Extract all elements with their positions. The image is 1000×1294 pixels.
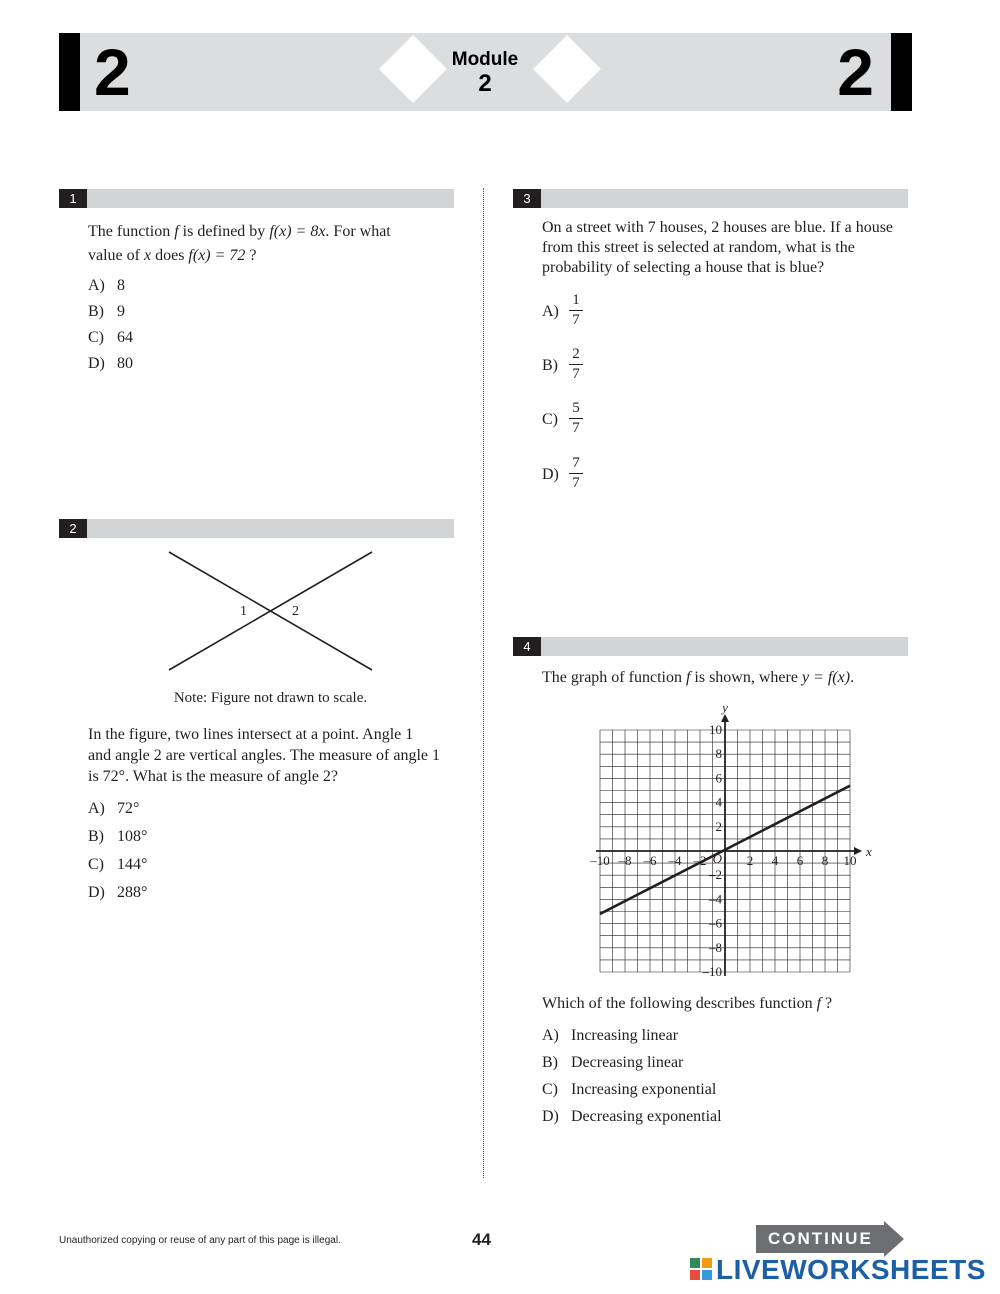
q4-prompt-text: ? [821,995,833,1012]
function-graph [580,696,872,982]
choice-text: 64 [117,329,133,346]
q4-prompt-f: f [816,995,822,1012]
q3-fraction-b [569,346,583,383]
question-1-number: 1 [59,189,87,208]
q4-choice-d[interactable] [542,1107,722,1127]
y-tick-label: 8 [715,746,722,762]
choice-text: 9 [117,303,125,320]
q2-choice-a[interactable] [88,799,139,819]
q1-stem-text: The function [88,223,175,240]
q4-stem-equation: y = f(x) [801,669,851,686]
liveworksheets-logo-icon [690,1258,712,1280]
x-axis-label: x [866,844,872,859]
choice-letter: B) [542,1054,558,1071]
q2-choice-b[interactable] [88,827,147,847]
question-2-header [59,519,454,538]
numerator: 2 [572,346,580,362]
choice-letter: A) [542,303,559,320]
x-tick-label: 8 [821,853,829,868]
q4-choice-a[interactable] [542,1026,678,1046]
choice-letter: A) [88,277,105,294]
numerator: 7 [572,455,580,471]
q1-stem-equation: f(x) = 8x [269,223,326,240]
choice-letter: C) [88,329,104,346]
choice-letter: B) [88,303,104,320]
copyright-note: Unauthorized copying or reuse of any part of this page is illegal. [59,1235,341,1246]
q4-choice-b[interactable] [542,1053,683,1073]
q1-stem-text: value of [88,247,144,264]
numerator: 5 [572,400,580,416]
header-bar-right [891,33,912,111]
y-tick-label: 2 [715,818,722,834]
page-number: 44 [472,1230,491,1249]
y-tick-label: –2 [709,867,722,883]
x-tick-label: 10 [843,853,857,868]
module-value: 2 [478,70,492,97]
choice-text: 108° [117,828,148,845]
q1-choice-a[interactable] [88,276,125,296]
q1-stem-x: x [143,247,152,264]
q1-stem-text: . For what [325,223,391,240]
y-tick-label: 10 [709,722,722,737]
module-header [59,33,912,111]
x-tick-label: –8 [618,853,632,868]
q4-stem-text: . [850,669,855,686]
origin-label: O [712,851,722,866]
choice-text: Increasing exponential [571,1081,717,1098]
angle-2-label: 2 [292,604,299,619]
denominator: 7 [572,475,580,491]
figure-note: Note: Figure not drawn to scale. [173,690,368,706]
x-tick-label: –4 [668,853,682,868]
x-tick-label: –10 [590,853,610,868]
question-4-stem [542,666,907,690]
y-axis-label: y [722,700,728,715]
y-tick-label: –4 [709,891,722,907]
choice-text: 288° [117,884,148,901]
module-label [434,49,536,97]
q3-choice-b[interactable] [542,356,571,376]
choice-letter: A) [88,800,105,817]
q1-stem-text: does [151,247,189,264]
q3-choice-d[interactable] [542,465,571,485]
q4-stem-text: is shown, where [690,669,802,686]
choice-text: 80 [117,355,133,372]
y-tick-label: 6 [715,770,722,786]
choice-text: 144° [117,856,148,873]
choice-letter: B) [88,828,104,845]
intersecting-lines-figure [160,545,390,675]
q3-fraction-d [569,455,583,492]
y-axis-arrow-icon [721,714,729,722]
q1-stem-text: ? [245,247,257,264]
choice-text: Decreasing linear [571,1054,684,1071]
axes [596,714,862,976]
q2-choice-d[interactable] [88,883,147,903]
q2-choice-c[interactable] [88,855,147,875]
question-3-stem: On a street with 7 houses, 2 houses are blue. If a house from this street is selected at random, what is the probability of selecting a house that is blue? [542,219,894,276]
module-title: Module [451,49,519,70]
column-divider [483,188,484,1178]
q4-choice-c[interactable] [542,1080,716,1100]
question-4-header [513,637,908,656]
y-tick-label: –8 [709,939,722,955]
module-number-right: 2 [837,35,874,109]
question-3-header [513,189,908,208]
y-tick-label: –10 [702,964,722,979]
question-4-prompt [542,992,907,1016]
q1-choice-b[interactable] [88,302,125,322]
choice-letter: D) [88,884,105,901]
choice-letter: C) [88,856,104,873]
choice-text: Increasing linear [571,1027,679,1044]
q1-stem-equation: f(x) = 72 [188,247,246,264]
module-number-left: 2 [94,35,131,109]
x-tick-label: –6 [643,853,657,868]
y-tick-label: 4 [715,794,722,810]
q4-prompt-text: Which of the following describes function [542,995,817,1012]
q4-stem-f: f [685,669,691,686]
denominator: 7 [572,366,580,382]
choice-letter: D) [542,466,559,483]
denominator: 7 [572,312,580,328]
q3-choice-a[interactable] [542,302,571,322]
denominator: 7 [572,420,580,436]
choice-letter: C) [542,411,558,428]
choice-letter: D) [542,1108,559,1125]
choice-letter: B) [542,357,558,374]
question-2-stem: In the figure, two lines intersect at a point. Angle 1 and angle 2 are vertical angles. The measure of angle 1 is 72°. What is the measure of angle 2? [88,726,440,785]
choice-letter: C) [542,1081,558,1098]
question-1-header [59,189,454,208]
choice-text: 8 [117,277,125,294]
x-tick-label: 6 [796,853,804,868]
choice-letter: A) [542,1027,559,1044]
q3-fraction-c [569,400,583,437]
choice-letter: D) [88,355,105,372]
x-tick-label: –2 [693,853,707,868]
header-bar-left [59,33,80,111]
question-2-number: 2 [59,519,87,538]
x-tick-label: 2 [746,853,754,868]
q3-choice-c[interactable] [542,410,571,430]
x-tick-label: 4 [771,853,779,868]
continue-label: CONTINUE [768,1229,873,1248]
q1-choice-d[interactable] [88,354,133,374]
choice-text: Decreasing exponential [571,1108,722,1125]
angle-1-label: 1 [240,604,247,619]
q3-fraction-a [569,292,583,329]
question-3-number: 3 [513,189,541,208]
q1-stem-f: f [174,223,179,240]
q1-choice-c[interactable] [88,328,133,348]
question-4-number: 4 [513,637,541,656]
diamond-right-icon [533,35,601,103]
choice-text: 72° [117,800,140,817]
q1-stem-text: is defined by [178,223,270,240]
numerator: 1 [572,292,580,308]
continue-button[interactable] [756,1221,906,1257]
y-tick-label: –6 [709,915,722,931]
q4-stem-text: The graph of function [542,669,686,686]
liveworksheets-wordmark: LIVEWORKSHEETS [716,1254,986,1285]
question-1-stem [88,220,448,268]
